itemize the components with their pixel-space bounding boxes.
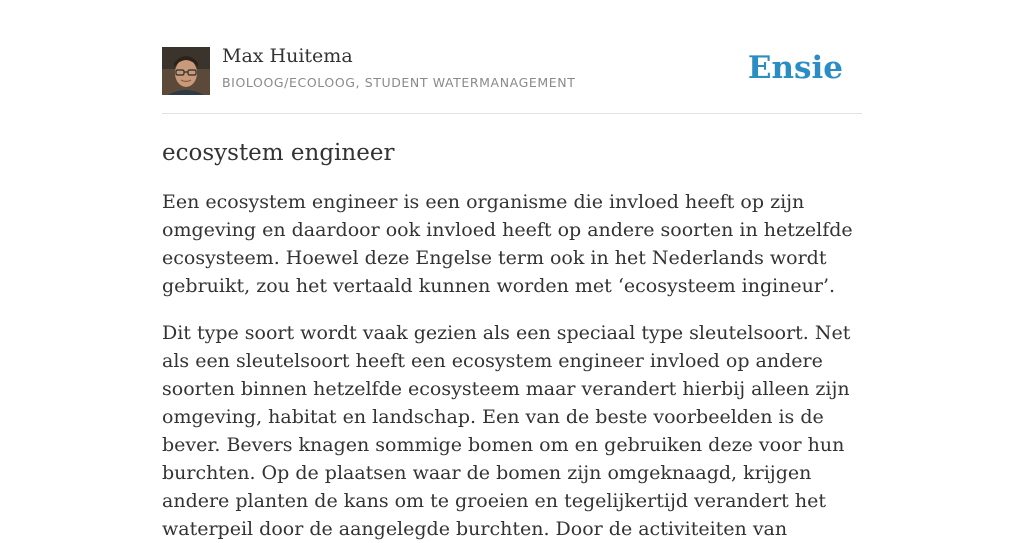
- entry-paragraph: Een ecosystem engineer is een organisme die invloed heeft op zijn omgeving en daardoor ook invloed heeft op andere soorten in hetzelfde ecosysteem. Hoewel deze Engelse term ook in het Nederlands wordt gebruikt, zou het vertaald kunnen worden met ‘ecosysteem ingineur’.: [162, 191, 853, 297]
- ensie-logo-link[interactable]: Ensie: [747, 50, 843, 86]
- avatar-portrait-icon: [162, 47, 210, 95]
- entry-container: [162, 0, 862, 543]
- entry-paragraph: Dit type soort wordt vaak gezien als een speciaal type sleutelsoort. Net als een sleutelsoort heeft een ecosystem engineer invloed op andere soorten binnen hetzelfde ecosysteem maar verandert hierbij alleen zijn omgeving, habitat en landschap. Een van de beste voorbeelden is de bever. Bevers knagen sommige bomen om en gebruiken deze voor hun burchten. Op de plaatsen waar de bomen zijn omgeknaagd, krijgen andere planten de kans om te groeien en tegelijkertijd verandert het waterpeil door de aangelegde burchten. Door de activiteiten van: [162, 322, 851, 540]
- entry-title: ecosystem engineer: [162, 140, 395, 166]
- entry-header: [162, 0, 862, 114]
- author-role: BIOLOOG/ECOLOOG, STUDENT WATERMANAGEMENT: [222, 75, 576, 90]
- author-avatar[interactable]: [162, 47, 210, 95]
- author-name[interactable]: Max Huitema: [222, 45, 353, 67]
- entry-body: [162, 188, 862, 543]
